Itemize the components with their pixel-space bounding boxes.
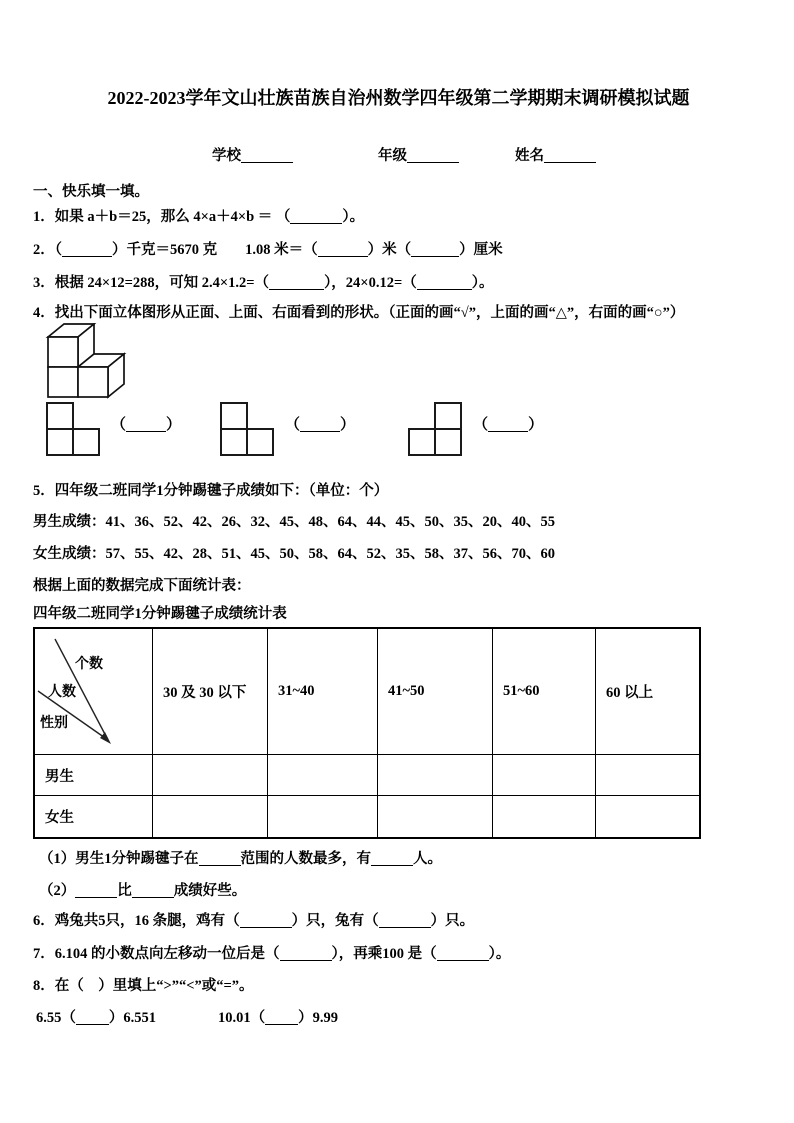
answer-blank (318, 242, 368, 257)
column-header: 41~50 (378, 628, 493, 755)
text-fragment: ），24×0.12=（ (324, 275, 417, 291)
table-cell (153, 796, 268, 838)
question-3 (33, 273, 764, 293)
top-view-shape-icon (219, 401, 275, 457)
answer-blank (62, 242, 112, 257)
answer-blank (269, 275, 324, 290)
text-fragment: ）9.99 (298, 1009, 338, 1026)
answer-blank (417, 275, 472, 290)
spacer (217, 253, 245, 254)
girls-scores-line (33, 544, 764, 564)
text-fragment: 学校 (212, 148, 241, 164)
page-title: 2022-2023学年文山壮族苗族自治州数学四年级第二学期期末调研模拟试题 (107, 88, 690, 108)
column-header: 60 以上 (596, 628, 700, 755)
text-fragment: （ (285, 417, 301, 433)
view-answer-blank-3 (473, 415, 543, 435)
text-fragment: 比 (117, 882, 132, 899)
text-fragment: 范围的人数最多，有 (240, 850, 371, 867)
section-heading: 一、快乐填一填。 (33, 184, 149, 200)
text-fragment: 6．鸡兔共5只，16 条腿，鸡有（ (33, 912, 240, 929)
sub-question-2 (33, 881, 764, 901)
text-fragment: ） (340, 417, 356, 433)
column-header: 31~40 (268, 628, 378, 755)
answer-blank (199, 851, 241, 866)
svg-text:人数: 人数 (48, 685, 76, 700)
text-fragment: 4．找出下面立体图形从正面、上面、右面看到的形状。（正面的画“√”，上面的画“△”，右面的画“○”） (33, 305, 685, 321)
answer-blank (411, 242, 459, 257)
row-header-girls: 女生 (34, 796, 153, 838)
view-shape-group-1 (45, 401, 181, 457)
answer-blank (75, 883, 117, 898)
text-fragment: 根据上面的数据完成下面统计表： (33, 578, 251, 594)
text-fragment: （ (111, 417, 127, 433)
question-1 (33, 207, 764, 227)
answer-blank (280, 946, 332, 961)
text-fragment: ）。 (471, 275, 494, 291)
view-answer-blank-2 (285, 415, 355, 435)
table-cell (153, 755, 268, 796)
solid-figure (33, 323, 764, 401)
question-4 (33, 303, 764, 323)
column-header: 51~60 (493, 628, 596, 755)
text-fragment: 3．根据 24×12=288，可知 2.4×1.2=（ (33, 275, 270, 291)
text-fragment: 6.55（ (36, 1009, 76, 1026)
svg-text:性别: 性别 (40, 716, 68, 731)
answer-blank (379, 913, 431, 928)
student-info-line (33, 146, 764, 166)
text-fragment: ）厘米 (459, 242, 503, 258)
text-fragment: 姓名 (515, 148, 544, 164)
view-shape-group-2 (219, 401, 355, 457)
question-2 (33, 240, 764, 260)
spacer (293, 159, 378, 160)
view-shapes-row (33, 401, 764, 461)
table-cell (268, 755, 378, 796)
text-fragment: 女生成绩：57、55、42、28、51、45、50、58、64、52、35、58、37、56、70、60 (33, 546, 555, 562)
question-8-compare-line (33, 1008, 764, 1028)
text-fragment: ），再乘100 是（ (331, 945, 437, 962)
answer-blank (300, 417, 340, 432)
question-8 (33, 976, 764, 996)
text-fragment: 2．（ (33, 242, 62, 258)
answer-blank (407, 148, 459, 163)
answer-blank (126, 417, 166, 432)
text-fragment: 1.08 米＝（ (245, 242, 318, 258)
table-cell (596, 755, 700, 796)
svg-text:个数: 个数 (75, 657, 103, 672)
text-fragment: 5．四年级二班同学1分钟踢毽子成绩如下：（单位：个） (33, 483, 389, 499)
question-6 (33, 911, 764, 931)
answer-blank (265, 1010, 298, 1025)
text-fragment: ）千克＝5670 克 (112, 242, 218, 258)
text-fragment: 1．如果 a＋b＝25，那么 4×a＋4×b ＝ （ (33, 209, 291, 225)
text-fragment: （2） (39, 882, 76, 899)
text-fragment: ）米（ (367, 242, 412, 258)
column-header: 30 及 30 以下 (153, 628, 268, 755)
answer-blank (240, 913, 292, 928)
question-5 (33, 481, 764, 501)
row-header-boys: 男生 (34, 755, 153, 796)
text-fragment: ）。 (488, 945, 511, 962)
answer-blank (544, 148, 596, 163)
table-title: 四年级二班同学1分钟踢毽子成绩统计表 (33, 606, 287, 622)
spacer (459, 159, 515, 160)
text-fragment: 7．6.104 的小数点向左移动一位后是（ (33, 945, 280, 962)
question-7 (33, 944, 764, 964)
text-fragment: ） (166, 417, 182, 433)
table-corner-cell (34, 628, 153, 755)
boys-scores-line (33, 512, 764, 532)
answer-blank (488, 417, 528, 432)
answer-blank (437, 946, 489, 961)
text-fragment: 10.01（ (218, 1009, 266, 1026)
text-fragment: 男生成绩：41、36、52、42、26、32、45、48、64、44、45、50、35、20、40、55 (33, 514, 555, 530)
spacer (156, 1021, 218, 1022)
table-cell (268, 796, 378, 838)
table-cell (493, 755, 596, 796)
view-answer-blank-1 (111, 415, 181, 435)
answer-blank (76, 1010, 109, 1025)
text-fragment: 人。 (413, 850, 442, 867)
table-cell (493, 796, 596, 838)
sub-question-1 (33, 849, 764, 869)
text-fragment: ）只。 (430, 912, 475, 929)
score-statistics-table (33, 627, 701, 839)
table-cell (378, 796, 493, 838)
diagonal-header-icon (35, 629, 152, 754)
text-fragment: 8．在（ ）里填上“>”“<”或“=”。 (33, 977, 254, 994)
table-cell (378, 755, 493, 796)
text-fragment: ）6.551 (108, 1009, 156, 1026)
table-instruction-line (33, 576, 764, 596)
text-fragment: ）。 (342, 209, 365, 225)
text-fragment: ） (528, 417, 544, 433)
answer-blank (371, 851, 413, 866)
answer-blank (241, 148, 293, 163)
answer-blank (132, 883, 174, 898)
view-shape-group-3 (407, 401, 543, 457)
side-view-shape-icon (407, 401, 463, 457)
text-fragment: （1）男生1分钟踢毽子在 (39, 850, 199, 867)
text-fragment: 成绩好些。 (173, 882, 247, 899)
table-cell (596, 796, 700, 838)
front-view-shape-icon (45, 401, 101, 457)
text-fragment: ）只，兔有（ (291, 912, 379, 929)
answer-blank (290, 209, 342, 224)
text-fragment: 年级 (378, 148, 407, 164)
text-fragment: （ (473, 417, 489, 433)
cube-solid-icon (38, 323, 138, 401)
